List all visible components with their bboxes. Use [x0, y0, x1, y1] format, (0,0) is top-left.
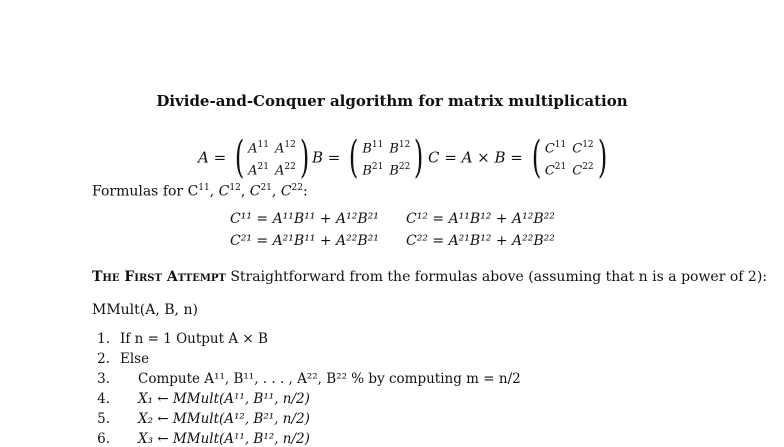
matrix-c-cell: $C^{12}$	[572, 140, 594, 157]
matrix-b-cell: $B^{12}$	[389, 140, 411, 157]
formula-c11: C¹¹ = A¹¹B¹¹ + A¹²B²¹	[230, 211, 379, 227]
left-paren: (	[234, 132, 245, 184]
matrix-c-definition	[428, 132, 611, 184]
algorithm-step: 5. X₂ ← MMult(A¹², B²¹, n/2)	[97, 411, 310, 427]
matrix-c-cell: $C^{21}$	[544, 162, 567, 179]
algorithm-step: 1. If n = 1 Output A × B	[97, 331, 268, 347]
formulas-intro: Formulas for $C^{11}$, $C^{12}$, $C^{21}$, $C^{22}$:	[92, 183, 308, 200]
procedure-signature: MMult(A, B, n)	[92, 302, 198, 318]
matrix-b-definition	[312, 132, 428, 184]
matrix-b: ( $B^{11}$ $B^{12}$ $B^{21}$ $B^{22}$ )	[349, 132, 424, 184]
matrix-b-cell: $B^{11}$	[362, 140, 384, 157]
first-attempt-paragraph	[92, 269, 767, 285]
algorithm-step: 6. X₃ ← MMult(A¹¹, B¹², n/2)	[97, 431, 310, 447]
matrix-a	[231, 132, 313, 184]
formula-c12: C¹² = A¹¹B¹² + A¹²B²²	[406, 211, 555, 227]
algorithm-step: 3. Compute A¹¹, B¹¹, . . . , A²², B²² % by computing m = n/2	[97, 371, 521, 387]
right-paren: )	[299, 132, 310, 184]
matrix-c-cell: $C^{11}$	[544, 140, 567, 157]
matrix-a-cell: $A^{12}$	[274, 140, 296, 157]
matrix-a-label: A =	[198, 148, 227, 167]
formula-c22: C²² = A²¹B¹² + A²²B²²	[406, 233, 555, 249]
matrix-b-cell: $B^{21}$	[362, 162, 384, 179]
first-attempt-label: The First Attempt	[92, 269, 226, 285]
matrix-a-cell: $A^{11}$	[248, 140, 269, 157]
algorithm-step: 2. Else	[97, 351, 150, 367]
matrix-a-cell: $A^{21}$	[248, 162, 269, 179]
first-attempt-text: Straightforward from the formulas above (assuming that n is a power of 2):	[230, 269, 768, 285]
page-title: Divide-and-Conquer algorithm for matrix multiplication	[156, 92, 628, 110]
matrix-c: ( $C^{11}$ $C^{12}$ $C^{21}$ $C^{22}$ )	[531, 132, 607, 184]
formula-c21: C²¹ = A²¹B¹¹ + A²²B²¹	[230, 233, 379, 249]
matrix-a-definition	[198, 132, 313, 184]
matrix-c-label: C = A × B =	[428, 148, 523, 167]
matrix-c-cell: $C^{22}$	[572, 162, 594, 179]
matrix-a-cell: $A^{22}$	[274, 162, 296, 179]
algorithm-step: 4. X₁ ← MMult(A¹¹, B¹¹, n/2)	[97, 391, 310, 407]
matrix-b-label: B =	[312, 148, 341, 167]
matrix-b-cell: $B^{22}$	[389, 162, 411, 179]
